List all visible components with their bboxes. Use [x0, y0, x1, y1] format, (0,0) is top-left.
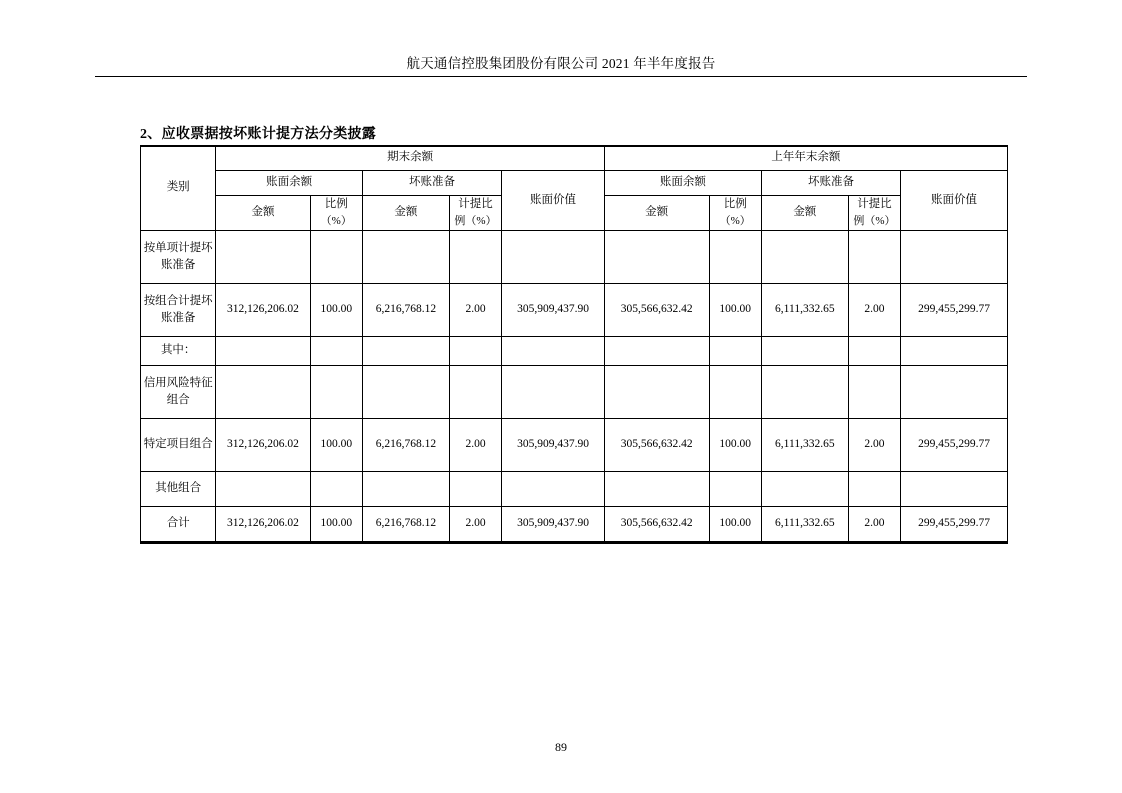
cell-cur-amount: 312,126,206.02 [216, 506, 310, 541]
table-header-row-2 [141, 171, 1008, 196]
table-row [141, 365, 1008, 418]
header-cur-ratio [310, 196, 362, 231]
header-cur-bad-amount: 金额 [362, 196, 449, 231]
header-pri-amount: 金额 [604, 196, 709, 231]
page-number: 89 [555, 740, 567, 754]
cell-cur-amount [216, 471, 310, 506]
cell-cur-ratio: 100.00 [310, 283, 362, 336]
header-cur-accrual-unit: 例（%） [454, 215, 497, 228]
cell-pri-rate [848, 365, 900, 418]
cell-pri-bad [761, 471, 848, 506]
header-cur-accrual [449, 196, 501, 231]
header-cur-book-balance: 账面余额 [216, 171, 363, 196]
cell-cur-bad [362, 365, 449, 418]
header-pri-book-balance: 账面余额 [604, 171, 761, 196]
cell-pri-rate: 2.00 [848, 506, 900, 541]
header-pri-accrual-label: 计提比 [857, 198, 892, 210]
cell-cur-bad [362, 471, 449, 506]
header-pri-ratio-label: 比例 [723, 198, 747, 210]
header-divider [95, 76, 1027, 77]
row-category: 信用风险特征组合 [141, 365, 216, 418]
cell-pri-bad: 6,111,332.65 [761, 418, 848, 471]
cell-cur-value [502, 365, 605, 418]
cell-pri-amount: 305,566,632.42 [604, 283, 709, 336]
header-cur-ratio-label: 比例 [324, 198, 348, 210]
table-total-row [141, 506, 1008, 541]
cell-cur-amount [216, 365, 310, 418]
header-pri-bad-debt: 坏账准备 [761, 171, 900, 196]
cell-cur-bad [362, 336, 449, 365]
cell-cur-ratio [310, 230, 362, 283]
cell-cur-ratio [310, 365, 362, 418]
header-category: 类别 [141, 146, 216, 231]
cell-cur-bad: 6,216,768.12 [362, 283, 449, 336]
cell-cur-ratio: 100.00 [310, 506, 362, 541]
cell-cur-amount: 312,126,206.02 [216, 418, 310, 471]
cell-cur-bad [362, 230, 449, 283]
cell-pri-rate: 2.00 [848, 283, 900, 336]
section-heading: 2、应收票据按坏账计提方法分类披露 [140, 127, 377, 142]
table-row [141, 418, 1008, 471]
cell-cur-rate [449, 230, 501, 283]
cell-cur-bad: 6,216,768.12 [362, 418, 449, 471]
cell-pri-ratio: 100.00 [709, 283, 761, 336]
header-group-prior: 上年年末余额 [604, 146, 1007, 171]
cell-cur-value: 305,909,437.90 [502, 418, 605, 471]
cell-pri-rate [848, 336, 900, 365]
cell-pri-bad [761, 365, 848, 418]
cell-cur-rate: 2.00 [449, 506, 501, 541]
cell-pri-ratio [709, 471, 761, 506]
header-pri-ratio [709, 196, 761, 231]
cell-cur-amount [216, 336, 310, 365]
header-cur-ratio-unit: （%） [320, 215, 352, 228]
row-category: 特定项目组合 [141, 418, 216, 471]
cell-cur-rate: 2.00 [449, 418, 501, 471]
cell-pri-value [901, 471, 1008, 506]
header-pri-bad-amount: 金额 [761, 196, 848, 231]
cell-pri-bad [761, 336, 848, 365]
cell-cur-rate [449, 365, 501, 418]
cell-pri-value [901, 365, 1008, 418]
cell-cur-value: 305,909,437.90 [502, 283, 605, 336]
header-pri-accrual-unit: 例（%） [853, 215, 896, 228]
header-cur-amount: 金额 [216, 196, 310, 231]
cell-cur-bad: 6,216,768.12 [362, 506, 449, 541]
header-cur-book-value: 账面价值 [502, 171, 605, 231]
header-pri-accrual [848, 196, 900, 231]
cell-pri-bad [761, 230, 848, 283]
cell-pri-amount [604, 471, 709, 506]
cell-pri-value: 299,455,299.77 [901, 506, 1008, 541]
cell-cur-value [502, 471, 605, 506]
table-row [141, 283, 1008, 336]
header-cur-bad-debt: 坏账准备 [362, 171, 501, 196]
cell-cur-rate [449, 336, 501, 365]
cell-pri-bad: 6,111,332.65 [761, 283, 848, 336]
cell-pri-ratio: 100.00 [709, 506, 761, 541]
cell-pri-bad: 6,111,332.65 [761, 506, 848, 541]
table-row [141, 336, 1008, 365]
table-bottom-rule [140, 542, 1008, 544]
cell-pri-ratio: 100.00 [709, 418, 761, 471]
cell-pri-rate [848, 230, 900, 283]
header-pri-book-value: 账面价值 [901, 171, 1008, 231]
cell-cur-value: 305,909,437.90 [502, 506, 605, 541]
running-header: 航天通信控股集团股份有限公司 2021 年半年度报告 [406, 56, 716, 71]
row-category: 按组合计提坏账准备 [141, 283, 216, 336]
table-header-row-1 [141, 146, 1008, 171]
cell-cur-rate [449, 471, 501, 506]
cell-pri-value: 299,455,299.77 [901, 418, 1008, 471]
cell-cur-rate: 2.00 [449, 283, 501, 336]
cell-pri-ratio [709, 230, 761, 283]
row-category: 其中： [141, 336, 216, 365]
cell-cur-ratio [310, 471, 362, 506]
cell-pri-value: 299,455,299.77 [901, 283, 1008, 336]
cell-pri-rate [848, 471, 900, 506]
receivables-table-container [140, 145, 1008, 542]
cell-pri-value [901, 336, 1008, 365]
cell-pri-ratio [709, 336, 761, 365]
cell-cur-amount: 312,126,206.02 [216, 283, 310, 336]
cell-pri-rate: 2.00 [848, 418, 900, 471]
row-category: 其他组合 [141, 471, 216, 506]
header-pri-ratio-unit: （%） [719, 215, 751, 228]
cell-pri-amount [604, 230, 709, 283]
receivables-table [140, 145, 1008, 542]
cell-pri-amount: 305,566,632.42 [604, 418, 709, 471]
cell-pri-value [901, 230, 1008, 283]
row-category: 合计 [141, 506, 216, 541]
table-row [141, 230, 1008, 283]
header-group-current: 期末余额 [216, 146, 604, 171]
cell-pri-amount [604, 365, 709, 418]
header-cur-accrual-label: 计提比 [458, 198, 493, 210]
cell-cur-ratio [310, 336, 362, 365]
cell-cur-value [502, 336, 605, 365]
cell-cur-value [502, 230, 605, 283]
table-row [141, 471, 1008, 506]
cell-pri-ratio [709, 365, 761, 418]
cell-cur-ratio: 100.00 [310, 418, 362, 471]
cell-pri-amount: 305,566,632.42 [604, 506, 709, 541]
cell-cur-amount [216, 230, 310, 283]
cell-pri-amount [604, 336, 709, 365]
row-category: 按单项计提坏账准备 [141, 230, 216, 283]
